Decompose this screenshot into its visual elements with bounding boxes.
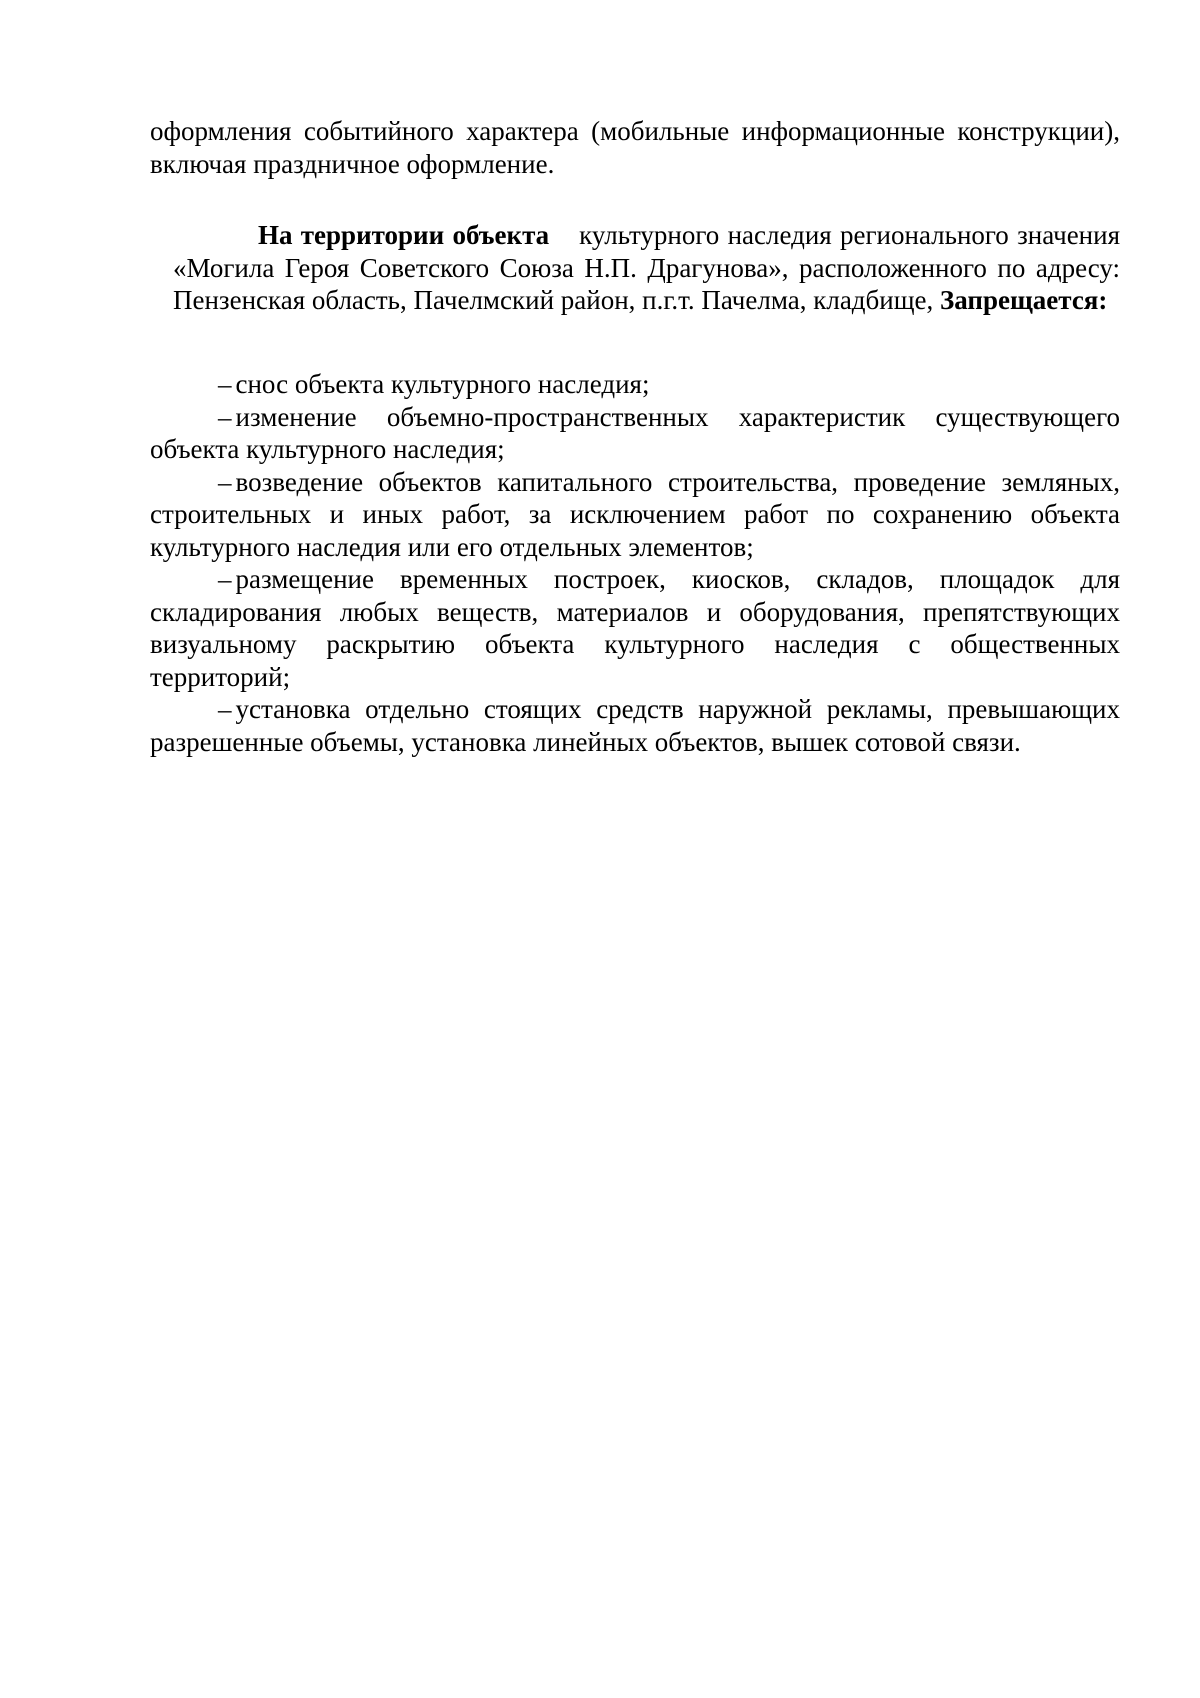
list-item bbox=[150, 368, 1120, 401]
list-item-text: размещение временных построек, киосков, складов, площадок для складирования любых веществ, материалов и оборудования, препятствующих визуальному раскрытию объекта культурного наследия с общественных территорий; bbox=[150, 564, 1120, 692]
list-dash: – bbox=[218, 694, 232, 724]
list-item bbox=[150, 401, 1120, 466]
territory-paragraph bbox=[173, 219, 1120, 317]
list-item bbox=[150, 466, 1120, 564]
list-dash: – bbox=[218, 401, 232, 432]
list-item-text: изменение объемно-пространственных характеристик существующего объекта культурного наследия; bbox=[150, 401, 1120, 464]
intro-paragraph: оформления событийного характера (мобильные информационные конструкции), включая праздничное оформление. bbox=[150, 116, 1120, 179]
list-item bbox=[150, 693, 1120, 758]
list-dash: – bbox=[218, 564, 232, 594]
territory-body: культурного наследия регионального значения «Могила Героя Советского Союза Н.П. Драгунова», расположенного по адресу: Пензенская область, Пачелмский район, п.г.т. Пачелма, кладбище, bbox=[173, 220, 1120, 315]
list-item-text: снос объекта культурного наследия; bbox=[235, 369, 650, 399]
territory-bold-lead: На территории объекта bbox=[258, 220, 550, 250]
prohibitions-list bbox=[150, 368, 1120, 758]
list-item-text: возведение объектов капитального строительства, проведение земляных, строительных и иных работ, за исключением работ по сохранению объекта культурного наследия или его отдельных элементов; bbox=[150, 466, 1120, 562]
list-dash: – bbox=[218, 466, 232, 497]
list-dash: – bbox=[218, 369, 232, 399]
list-item bbox=[150, 563, 1120, 693]
list-item-text: установка отдельно стоящих средств наружной рекламы, превышающих разрешенные объемы, установка линейных объектов, вышек сотовой связи. bbox=[150, 694, 1120, 757]
territory-bold-tail: Запрещается: bbox=[940, 285, 1108, 315]
